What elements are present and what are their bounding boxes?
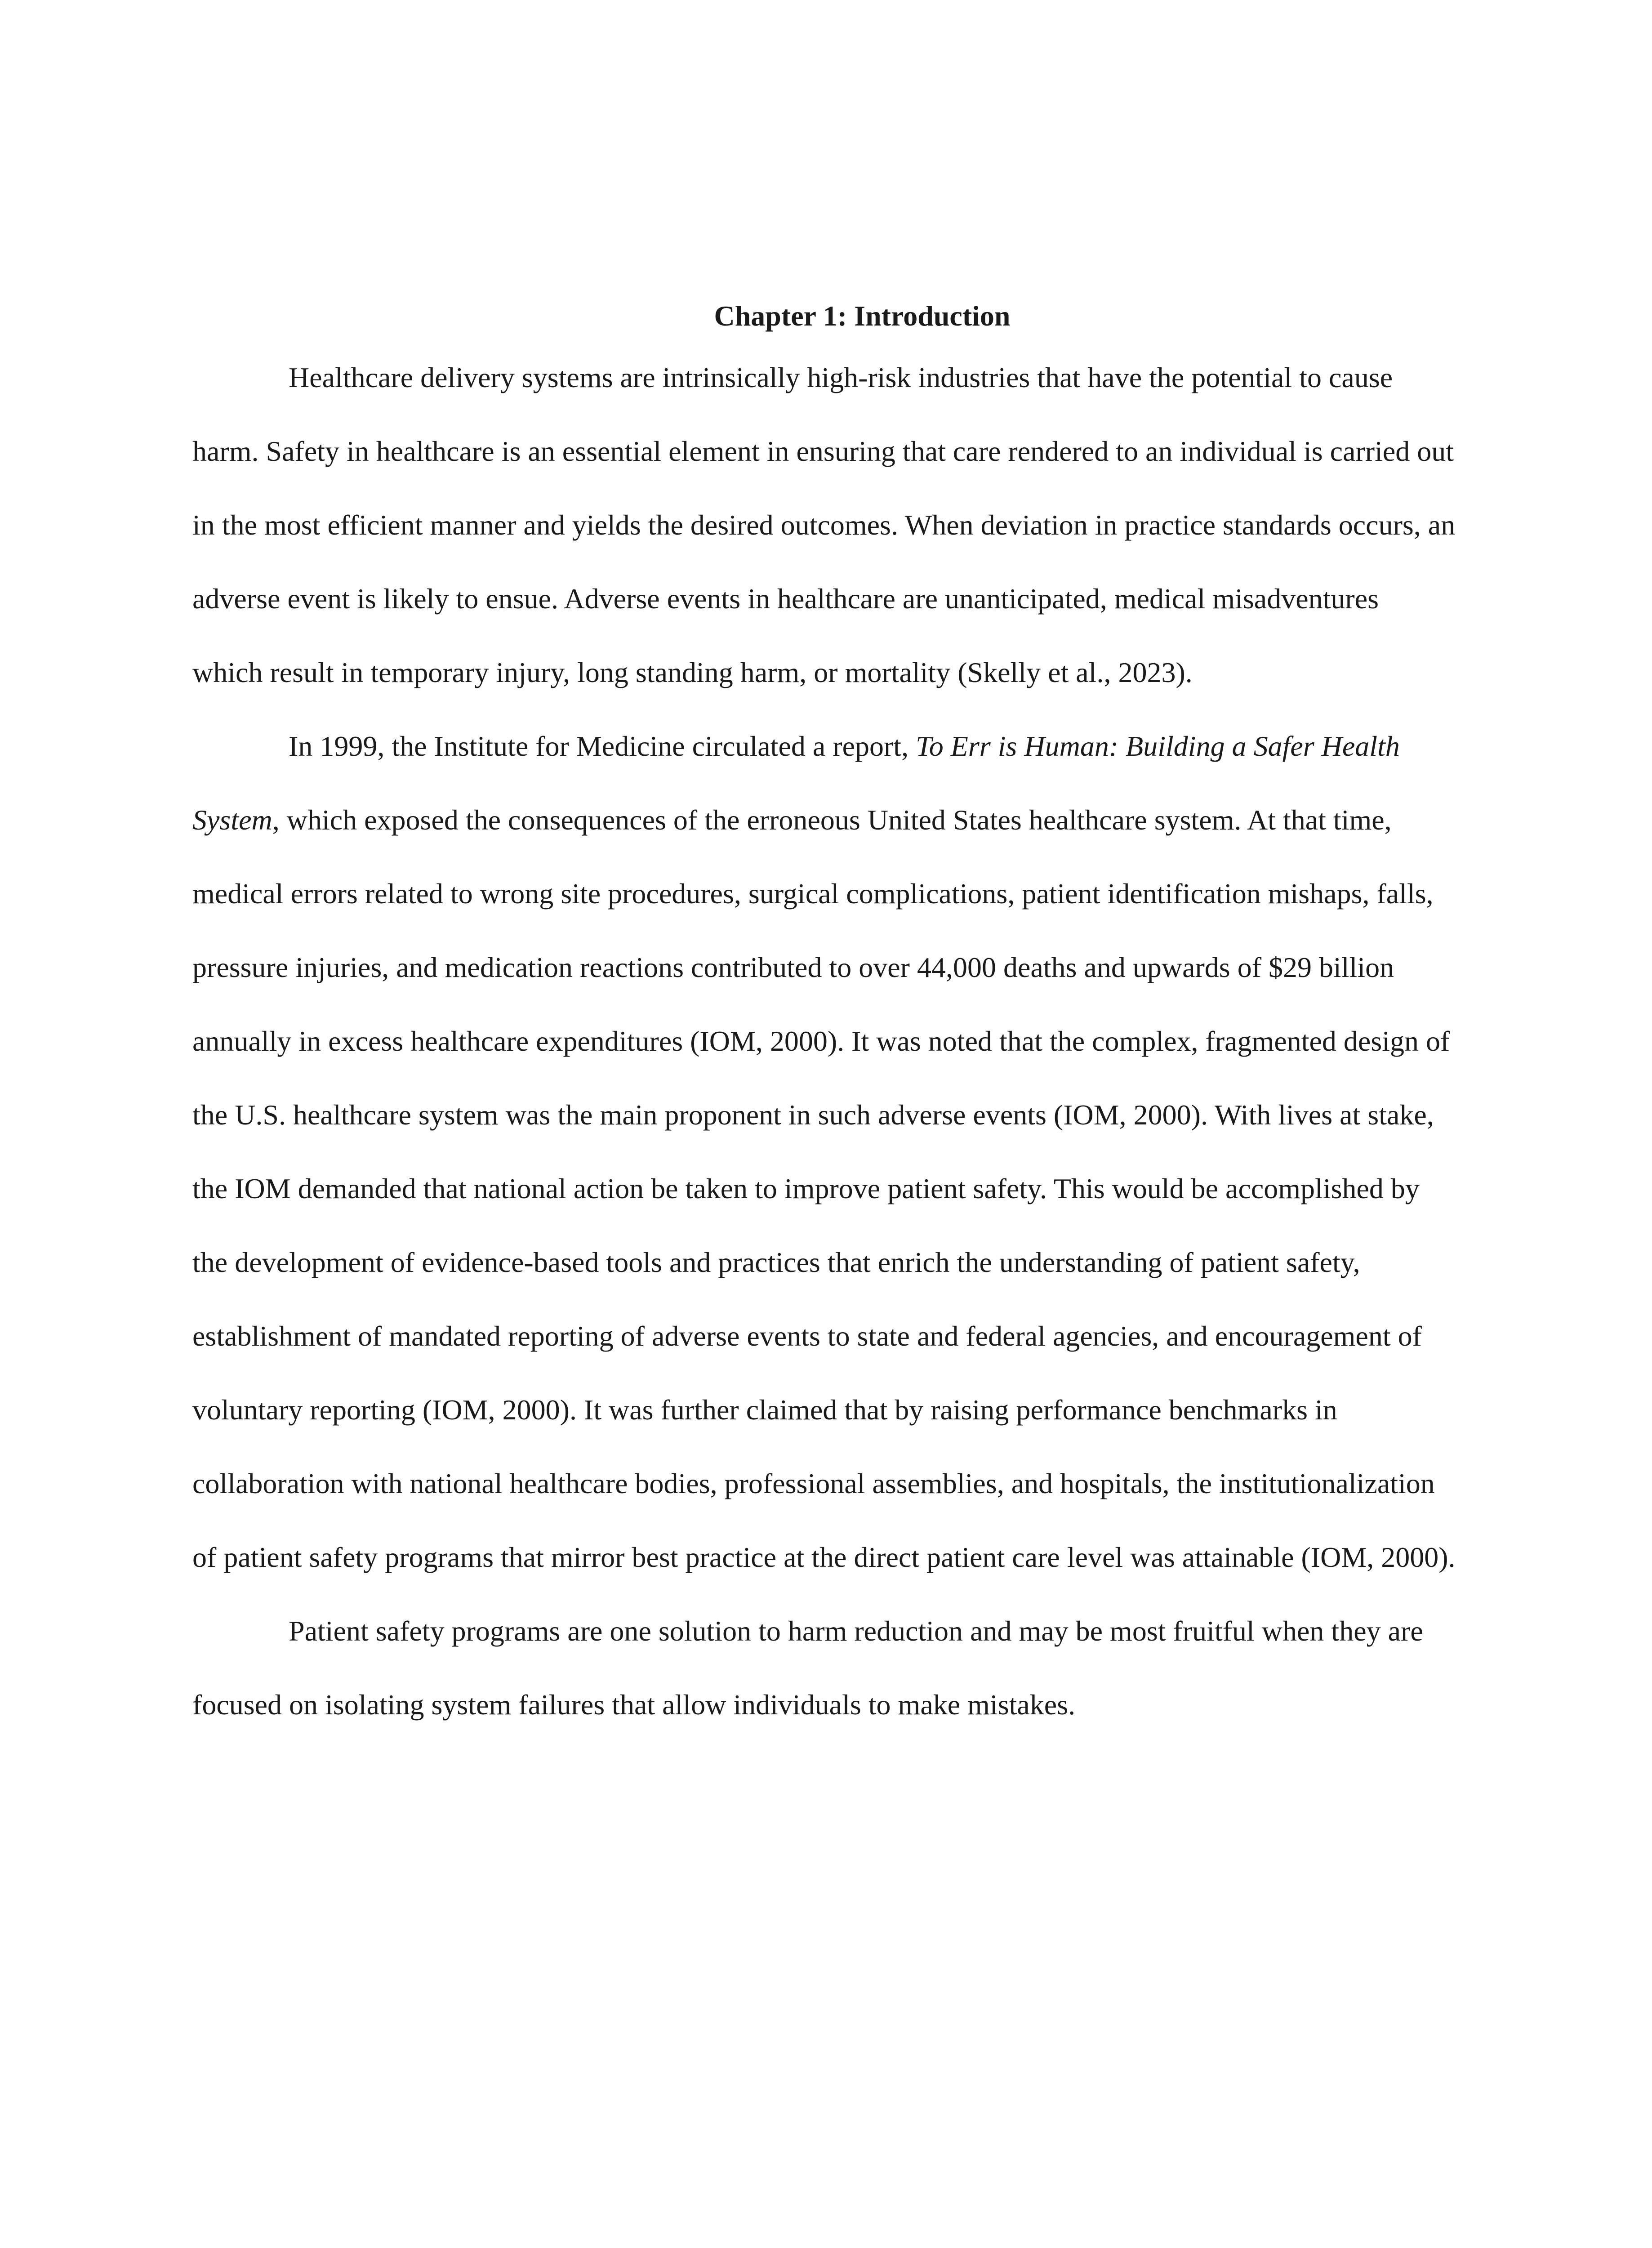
document-body bbox=[192, 291, 1456, 1742]
paragraph-2-intro: In 1999, the Institute for Medicine circulated a report, bbox=[289, 730, 916, 762]
report-title: To Err is Human: Building a Safer Health System bbox=[192, 730, 1400, 836]
paragraph-3: Patient safety programs are one solution to harm reduction and may be most fruitful when they are focused on isolating system failures that allow individuals to make mistakes. bbox=[192, 1615, 1423, 1721]
chapter-title: Chapter 1: Introduction bbox=[714, 300, 1011, 332]
paragraph-2 bbox=[192, 709, 1456, 1594]
paragraph-2-body: , which exposed the consequences of the erroneous United States healthcare system. At that time, medical errors related to wrong site procedures, surgical complications, patient identification mishaps, falls, pressure injuries, and medication reactions contributed to over 44,000 deaths and upwards of $29 billion annually in excess healthcare expenditures (IOM, 2000). It was noted that the complex, fragmented design of the U.S. healthcare system was the main proponent in such adverse events (IOM, 2000). With lives at stake, the IOM demanded that national action be taken to improve patient safety. This would be accomplished by the development of evidence-based tools and practices that enrich the understanding of patient safety, establishment of mandated reporting of adverse events to state and federal agencies, and encouragement of voluntary reporting (IOM, 2000). It was further claimed that by raising performance benchmarks in collaboration with national healthcare bodies, professional assemblies, and hospitals, the institutionalization of patient safety programs that mirror best practice at the direct patient care level was attainable (IOM, 2000). bbox=[192, 804, 1456, 1573]
paragraph-1: Healthcare delivery systems are intrinsically high-risk industries that have the potential to cause harm. Safety in healthcare is an essential element in ensuring that care rendered to an individual is carried out in the most efficient manner and yields the desired outcomes. When deviation in practice standards occurs, an adverse event is likely to ensue. Adverse events in healthcare are unanticipated, medical misadventures which result in temporary injury, long standing harm, or mortality (Skelly et al., 2023). bbox=[192, 361, 1456, 688]
